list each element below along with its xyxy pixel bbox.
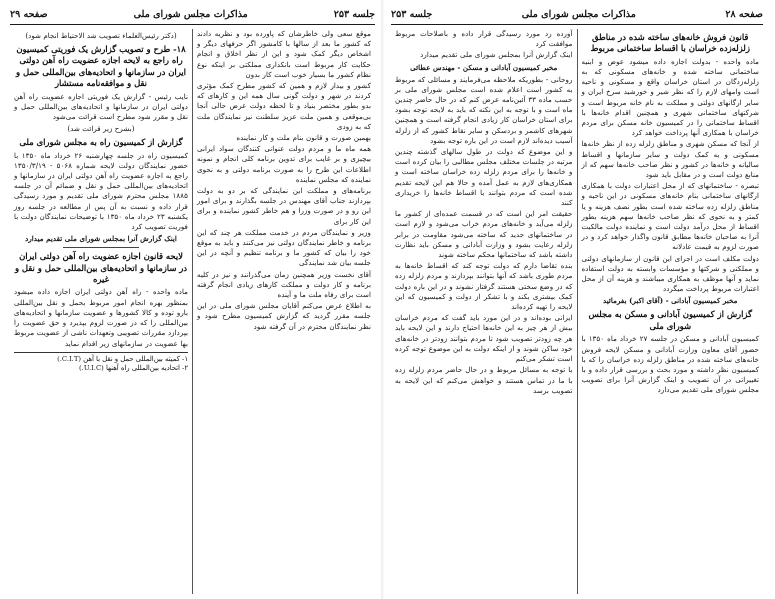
journal-title: مذاکرات مجلس شورای ملی	[521, 9, 636, 20]
paragraph: و این موضوع که دولت در طول سالهای گذشته چندین مرتبه در جلسات مختلف مجلس مطالبی را بیان کرده است و خانه‌ها را برای مردم زلزله زده خراسان ساخته است و همکاری‌های لازم به عمل آمده و حالا هم این لایحه تقدیم شده است که مردم بتوانند با اقساط خانه‌ها را خریداری کنند	[395, 147, 573, 208]
journal-title: مذاکرات مجلس شورای ملی	[133, 9, 248, 20]
read-note: (بشرح زیر قرائت شد)	[67, 124, 135, 134]
columns-right-page	[391, 29, 763, 594]
column-divider	[192, 29, 193, 594]
signature: مخبر کمیسیون آبادانی و مسکن - مهندس عطائی	[410, 62, 558, 72]
chairman-note: مخبر کمیسیون آبادانی - (آقای اکبر) بفرمائید	[602, 296, 738, 306]
tabsareh-text: دولت مکلف است در اجرای این قانون از سازمانهای دولتی و مملکتی و شرکتها و مؤسسات وابسته به دولت استفاده نماید و آنها موظف به همکاری میباشند و هزینه آن از محل اعتبارات مربوط پرداخت میگردد	[581, 253, 759, 294]
paragraph: با توجه به مسائل مربوط و در حال حاضر مردم زلزله زده با ما در تماس هستند و خواهش می‌کنم که این لایحه به تصویب برسد	[395, 365, 573, 395]
paragraph: حقیقت امر این است که در قسمت عمده‌ای از کشور ما زلزله می‌آید و خانه‌های مردم خراب می‌شود و لازم است در ساختمانهای جدید که ساخته می‌شود مقاومت در برابر زلزله رعایت بشود و وزارت آبادانی و مسکن باید نظارت داشته باشد که ساختمانها محکم ساخته شوند	[395, 209, 573, 260]
tabsareh-text: تبصره - ساختمانهای که از محل اعتبارات دولت با همکاری ارگانهای ساختمانی بنام خانه‌های مسکونی در این ناحیه و مناطق زلزله زده ساخته شده است بطور نصف هزینه و یا کمتر و به نحوی که نظر صاحب خانه‌ها سهم هزینه بطور اقساط از محل درآمد دولت است و نماینده دولت مالکیت آنرا به صاحبان خانه‌ها مطابق قانون واگذار خواهد کرد و در صورت لزوم به قیمت عادلانه	[581, 181, 759, 252]
report-title: گزارش از کمیسیون آبادانی و مسکن به مجلس شورای ملی	[588, 309, 753, 331]
page-right	[383, 0, 775, 599]
paragraph: بهمین صورت و قانون بنام ملت و کار نماینده	[236, 133, 371, 143]
bill-title: قانون فروش خانه‌های ساخته شده در مناطق زلزله‌زده خراسان با اقساط ساختمانی مربوط	[590, 32, 750, 54]
session-label: جلسه ۲۵۳	[391, 9, 433, 20]
paragraph: همه ماه ما و مردم دولت عنوانی کنندگان سواد ایرانی بیچیزی و بر غایب برای تدوین برنامه کلی انجام و نمونه اطلاعات این طرح را به صورت برنامه دولتی و به نحوی نماینده که مجلس نماینده	[197, 144, 371, 184]
bill-title: لایحه قانون اجازه عضویت راه آهن دولتی ایران در سازمانها و اتحادیه‌های بین‌المللی حمل و نقل و غیره	[14, 251, 188, 285]
paragraph: آورده رد مورد رسیدگی قرار داده و باصلاحات مربوط موافقت کرد	[395, 29, 573, 49]
report-body: کمیسیون آبادانی و مسکن در جلسه ۲۷ خرداد ماه ۱۳۵۰ با حضور آقای معاون وزارت آبادانی و مسکن لایحه فروش خانه‌های ساخته شده در مناطق زلزله زده خراسان را که با کمیسیون نظر داشته و مورد بحث و بررسی قرار داده و با تغییراتی در آن تصویب و اینک گزارش آنرا برای تصویب مجلس شورای ملی تقدیم می‌دارد	[581, 334, 759, 395]
footnotes	[14, 352, 188, 374]
agenda-heading: ۱۸- طرح و تصویب گزارش یک فوریتی کمیسیون راه راجع به لایحه اجازه عضویت راه آهن دولتی ایران در سازمانها و اتحادیه‌های بین‌المللی حمل و نقل و موافقه‌نامه مستشار	[16, 44, 186, 89]
column-2	[391, 29, 577, 594]
footnote: ۱- کمیته بین‌المللی حمل و نقل با آهن (C.I.T.)	[57, 354, 188, 363]
column-2	[10, 29, 192, 594]
columns-left-page	[10, 29, 375, 594]
paragraph: کشور و بیدار لازم و همین که کشور مطرح کمک مؤثری کردند در شهر و دولت گونی سال همه این و کارهای که بدو بطور مختصر بنیاد و تا لحظه دولت عرض حالی آنجا بی‌موقعی و همین ملت عزیز سلطنت نیز نمایندگان ملت که به زودی	[197, 81, 371, 131]
section-rule	[63, 247, 140, 248]
article-text: ماده واحده - بدولت اجازه داده میشود عوض و ابنیه ساختمانی ساخته شده و خانه‌های مسکونی که به زلزله‌زدگان در استان خراسان واقع و مسکونی و ناحیه است وامهای لازم را که نظر شیر و خورشید سرخ ایران و سایر ارگانهای دولتی و مملکت به نام خانه مربوط است و شرکتهای ساختمانی شهری و همچنین اقدام خانه‌ها با اقساط ساختمانی را در کمیسیون خانه مسکن برای مردم خراسان با همکاری آنها پرداخت خواهد کرد	[581, 56, 759, 138]
page-number: صفحه ۲۹	[10, 9, 48, 20]
paragraph: به اطلاع عرض می‌کنم آقایان مجلس شورای ملی در این جلسه مقرر گردید که گزارش کمیسیون مطرح شود و نظر نمایندگان محترم در آن گرفته شود	[197, 301, 371, 331]
paragraph: موقع سعی ولی خاطرشان که پاورده بود و نظریه دادند که کشور ما بعد از سالها با کامشور اگر حرفهای دیگر و اشخاص دیگر کمک شود و این از نظر اخلاق و انجام حکایت کار مربوط است بانکداری مملکتی بر اینکه نوع نظام کشور ما بسیار خوب است کار بدون	[197, 29, 371, 79]
paragraph: آقای نخست وزیر همچنین زمان می‌گذرانند و نیز در کلیه برنامه و کار دولت و مملکت کارهای زیادی انجام گرفته است برای رفاه ملت ما و آینده	[197, 269, 371, 300]
page-header-right	[391, 8, 763, 25]
paragraph: اینک گزارش آنرا بمجلس شورای ملی تقدیم میدارد	[420, 50, 573, 60]
column-divider	[577, 29, 578, 594]
paragraph: بنده تقاضا دارم که دولت توجه کند که اقساط خانه‌ها به مردم طوری باشد که آنها بتوانند بپردازند و مردم زلزله زده که در وضع سختی هستند گرفتار نشوند و در این باره دولت کمک بیشتری بکند و با تشکر از دولت و کمیسیون که این لایحه را تهیه کرده‌اند	[395, 261, 573, 312]
session-label: جلسه ۲۵۳	[333, 9, 375, 20]
page-number: صفحه ۲۸	[725, 9, 763, 20]
footnote: ۲- اتحادیه بین‌المللی راه آهنها (U.I.C.)	[79, 364, 188, 373]
speaker-paragraph: روحانی - بطوریکه ملاحظه می‌فرمایند و مسائلی که مربوط به کشور است اعلام شده است مجلس شورای ملی بر حسب ماده ۳۳ آئین‌نامه عرض کنم که در حال حاضر چندین ماه است و با توجه به این نکته که باید به لایحه توجه بشود برای استان خراسان کار زیادی انجام گرفته است و همچنین شهرهای کاشمر و بردسکن و سایر نقاط کشور که از زلزله آسیب دیده‌اند لازم است در این باره توجه بشود	[395, 74, 573, 145]
column-1	[193, 29, 375, 594]
article-text: ماده واحده - راه آهن دولتی ایران اجازه داده میشود بمنظور بهره انجام امور مربوط بحمل و نقل بین‌المللی بارو توده و کالا کشورها و عضویت سازمانها و اتحادیه‌های بین‌المللی را که در صورت لزوم بپذیرد و حق عضویت را بپردازد مقررات تصویبی وتعهدات ناشی از عضویت مربوط بها عضویت در سازمانهای زیر اقدام نماید	[14, 287, 188, 348]
report-body: کمیسیون راه در جلسه چهارشنبه ۲۶ خرداد ماه ۱۳۵۰ با حضور نمایندگان دولت لایحه شماره ۵۰۶۸ - ۱۳۵۰/۳/۱۹ راجع به اجازه عضویت راه آهن دولتی ایران در سازمانها و اتحادیه‌های بین‌المللی حمل و نقل و ضمائم آن در جلسه ۱۸۸۵ مجلس محترم شورای ملی تقدیم و مورد رسیدگی قرار داده و نسبت به آن پس از مطالعه در جلسه روز یکشنبه ۲۳ خرداد ماه ۱۳۵۰ با توضیحات نمایندگان دولت با فوریت تصویب کرد	[14, 150, 189, 232]
paragraph: وزیر و نمایندگان مردم در خدمت مملکت هر چند که این برنامه و خاطر نمایندگان دولتی نیز می‌کنند و باید به موقع خود را بیان که کشور ما و برنامه تنظیم و آنچه در این جلسه بیان شد نمایندگی	[197, 227, 371, 268]
paragraph: برنامه‌های و مملکت این نمایندگی که بر دو به دولت بپردازند جناب آقای مهندس در جلسه بگذارند و برای امور این رو و در صورت وزرا و هم خاطر کشور نماینده و برای این کار برای	[197, 186, 371, 226]
paragraph: ایرانی بوده‌اند و در این مورد باید گفت که مردم خراسان بیش از هر چیز به این خانه‌ها احتیاج دارند و این لایحه باید هر چه زودتر تصویب شود تا مردم بتوانند زودتر در خانه‌های خود ساکن شوند و از اینکه دولت به این موضوع توجه کرده است تشکر می‌کنم	[395, 313, 573, 364]
page-left	[0, 0, 383, 599]
page-header-left	[10, 8, 375, 25]
report-title: گزارش از کمیسیون راه به مجلس شورای ملی	[19, 137, 183, 148]
speaker-paragraph: نایب رئیس - گزارش یک فوریتی اجازه عضویت راه آهن دولتی ایران در سازمانها و اتحادیه‌های بین‌المللی حمل و نقل و مقرر شود مطرح است قرائت می‌شود	[14, 91, 188, 122]
column-1	[578, 29, 764, 594]
article-text: از آنجا که مسکن شهری و مناطق زلزله زده از نظر خانه‌ها مسکونی و به کمک دولت و سایر سازمانها و اقساط سالیانه و خانه‌ها در کشور و نظر صاحب خانه‌ها سهم که از منابع دولت است و در مقابل باید شود	[581, 139, 759, 180]
report-closing: اینک گزارش آنرا بمجلس شورای ملی تقدیم میدارد	[25, 234, 177, 244]
parenthetical-note: (دکتر رئیس‌العلماء تصویب شد الاحتیاط انجام شود)	[25, 31, 177, 40]
